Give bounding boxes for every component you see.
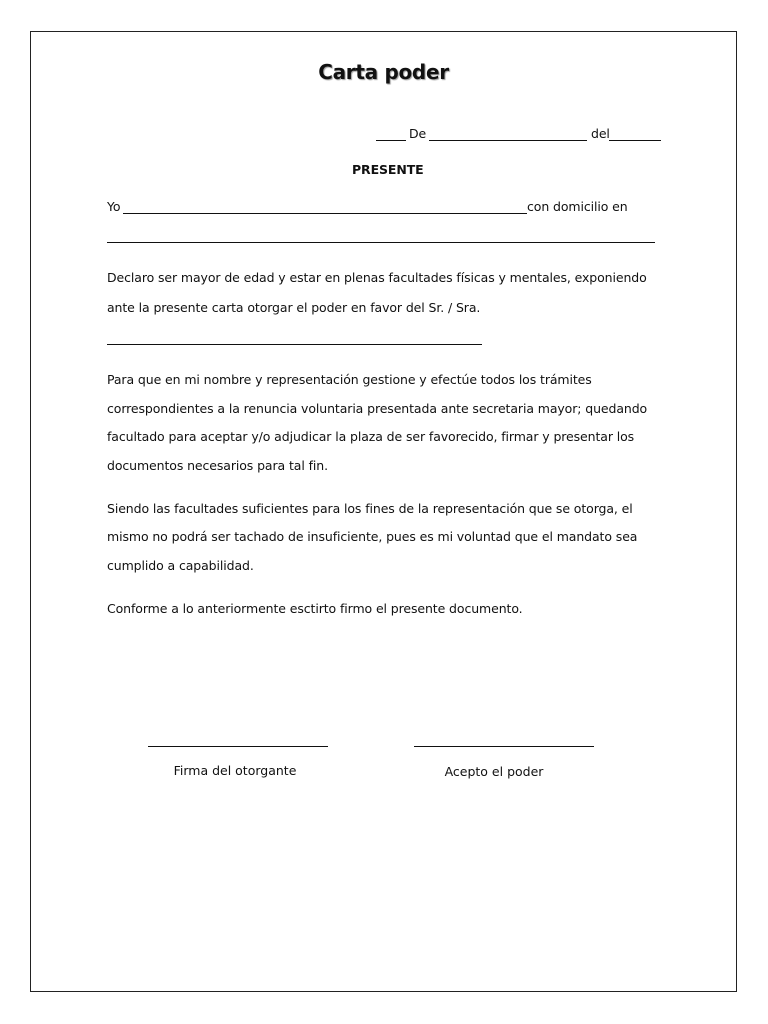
year-blank [609,140,661,141]
name-blank [123,213,527,214]
month-blank [429,140,587,141]
paragraph-2-line-2: correspondientes a la renuncia voluntaria presentada ante secretaria mayor; quedando [107,401,648,416]
paragraph-2-line-3: facultado para aceptar y/o adjudicar la plaza de ser favorecido, firmar y presentar los [107,429,635,444]
proxy-name-blank [107,344,482,345]
document-title: Carta poder [318,60,449,84]
paragraph-3-line-2: mismo no podrá ser tachado de insuficiente, pues es mi voluntad que el mandato sea [107,529,638,544]
document-page [30,31,737,992]
signature-line-grantor [148,746,328,747]
paragraph-1-line-2: ante la presente carta otorgar el poder en favor del Sr. / Sra. [107,300,481,315]
paragraph-4-line-1: Conforme a lo anteriormente esctirto firmo el presente documento. [107,601,523,616]
yo-label: Yo [107,199,121,214]
domicilio-label: con domicilio en [527,199,628,214]
paragraph-3-line-3: cumplido a capabilidad. [107,558,254,573]
day-blank [376,140,406,141]
signature-label-acceptor: Acepto el poder [444,764,544,779]
presente-heading: PRESENTE [352,162,424,177]
signature-label-grantor: Firma del otorgante [173,763,297,778]
date-del-label: del [591,126,610,141]
paragraph-2-line-4: documentos necesarios para tal fin. [107,458,328,473]
paragraph-1-line-1: Declaro ser mayor de edad y estar en plenas facultades físicas y mentales, exponiendo [107,270,647,285]
date-de-label: De [409,126,427,141]
address-blank [107,242,655,243]
paragraph-3-line-1: Siendo las facultades suficientes para los fines de la representación que se otorga, el [107,501,633,516]
signature-line-acceptor [414,746,594,747]
paragraph-2-line-1: Para que en mi nombre y representación gestione y efectúe todos los trámites [107,372,592,387]
